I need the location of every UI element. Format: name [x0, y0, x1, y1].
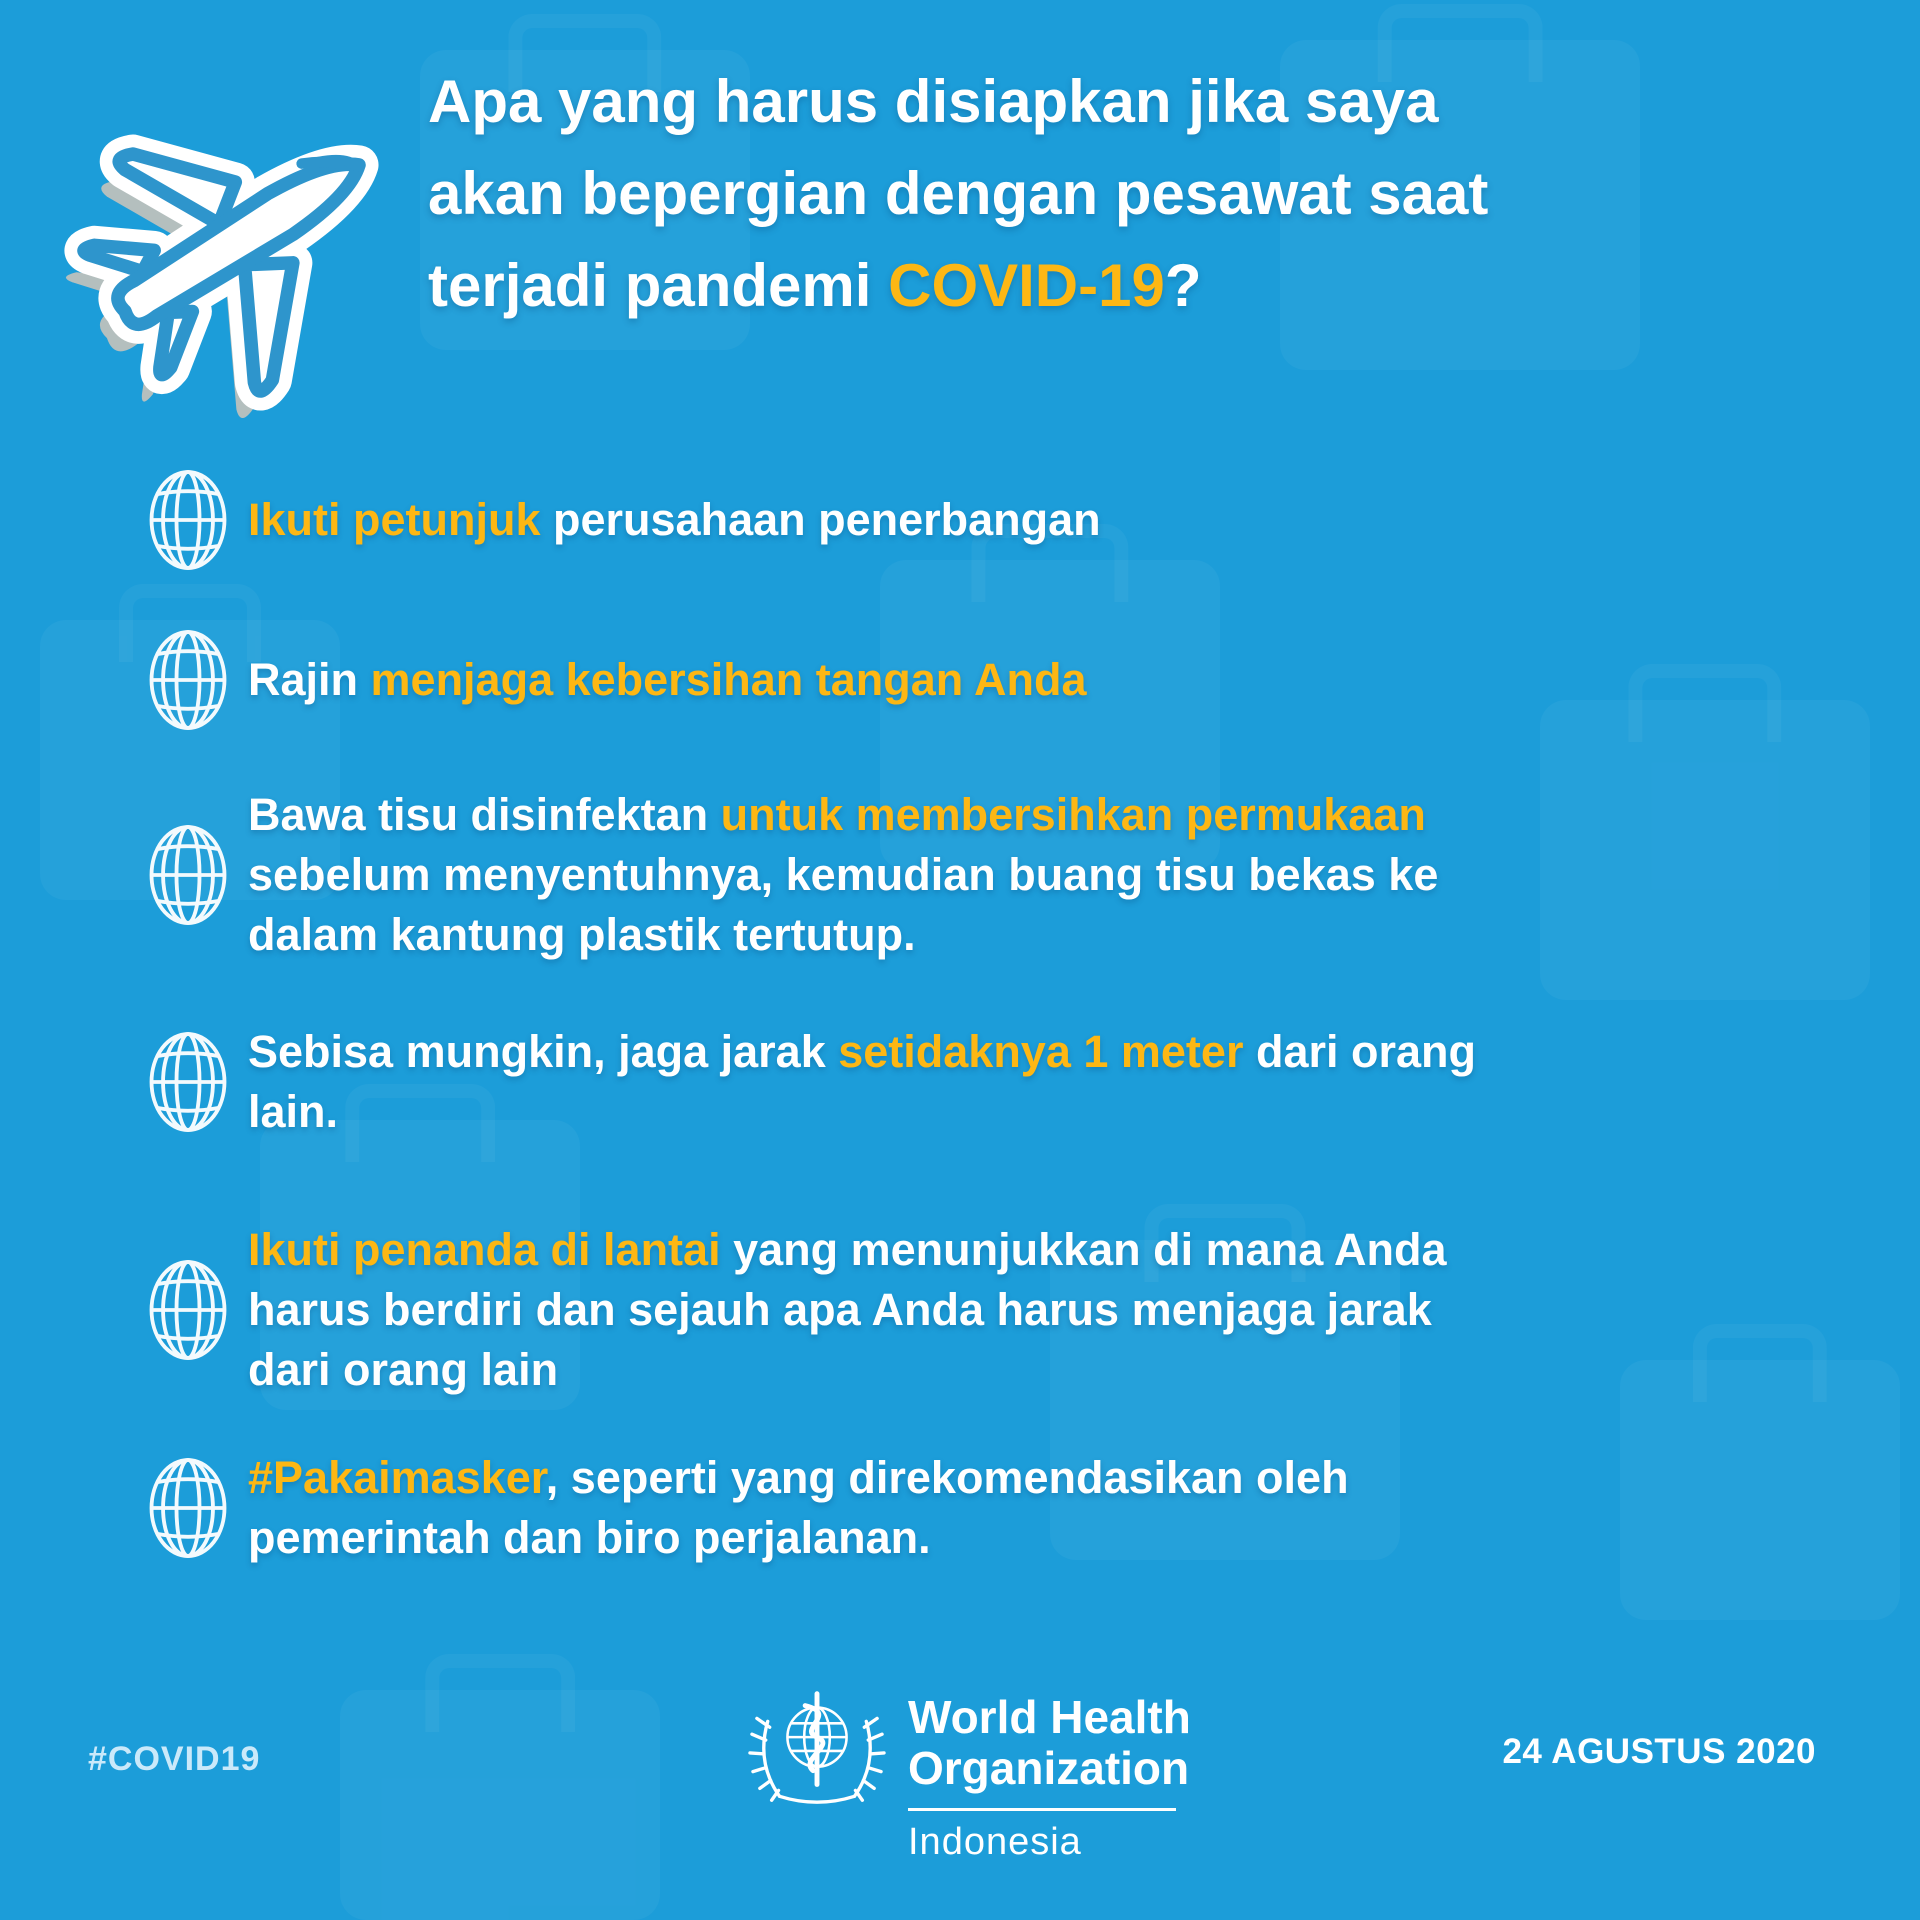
- text-line: [428, 148, 1608, 240]
- bullet-text: [248, 650, 1087, 710]
- text-segment: , seperti yang direkomendasikan oleh: [545, 1452, 1349, 1503]
- text-line: [248, 1448, 1349, 1508]
- highlighted-text: Ikuti penanda di lantai: [248, 1224, 734, 1275]
- highlighted-text: setidaknya 1 meter: [838, 1026, 1244, 1077]
- globe-icon: [140, 621, 240, 739]
- bullet-item: [140, 1448, 1860, 1568]
- bullet-text: [248, 1220, 1447, 1400]
- airplane-icon-svg: [62, 58, 422, 418]
- text-segment: pemerintah dan biro perjalanan.: [248, 1512, 931, 1563]
- globe-icon: [140, 816, 240, 934]
- text-segment: Sebisa mungkin, jaga jarak: [248, 1026, 839, 1077]
- text-segment: Apa yang harus disiapkan jika saya: [428, 68, 1439, 135]
- bullet-text: [248, 1022, 1476, 1142]
- text-line: [248, 845, 1438, 905]
- globe-icon: [140, 461, 240, 579]
- text-line: [248, 1340, 1447, 1400]
- text-segment: akan bepergian dengan pesawat saat: [428, 160, 1489, 227]
- text-line: [248, 1280, 1447, 1340]
- text-line: [248, 1022, 1476, 1082]
- who-country: Indonesia: [908, 1821, 1082, 1863]
- text-segment: perusahaan penerbangan: [553, 494, 1101, 545]
- highlighted-text: menjaga kebersihan tangan Anda: [370, 654, 1087, 705]
- globe-icon: [140, 1023, 240, 1141]
- bullet-item: [140, 621, 1860, 739]
- text-line: [248, 905, 1438, 965]
- text-segment: terjadi pandemi: [428, 252, 889, 319]
- bullet-item: [140, 461, 1860, 579]
- who-name-line1: World Health: [908, 1691, 1191, 1743]
- text-segment: dari orang: [1243, 1026, 1477, 1077]
- airplane-icon: [62, 58, 422, 418]
- suitcase-pattern: [340, 1690, 660, 1920]
- text-line: [248, 490, 1101, 550]
- date-label: 24 AGUSTUS 2020: [1502, 1732, 1816, 1771]
- highlighted-text: untuk membersihkan permukaan: [720, 789, 1426, 840]
- who-divider: [908, 1808, 1176, 1811]
- page-title: [428, 56, 1608, 332]
- globe-icon: [140, 1449, 240, 1567]
- highlighted-text: Ikuti petunjuk: [248, 494, 554, 545]
- bullet-text: [248, 785, 1438, 965]
- text-line: [248, 1082, 1476, 1142]
- text-segment: Rajin: [248, 654, 371, 705]
- who-emblem-icon: [748, 1678, 886, 1816]
- text-segment: dalam kantung plastik tertutup.: [248, 909, 916, 960]
- highlighted-text: COVID-19: [888, 252, 1165, 319]
- text-segment: ?: [1164, 252, 1202, 319]
- text-line: [248, 650, 1087, 710]
- who-wordmark: [908, 1678, 1191, 1864]
- text-segment: sebelum menyentuhnya, kemudian buang tisu bekas ke: [248, 849, 1439, 900]
- globe-icon: [140, 1251, 240, 1369]
- text-line: [428, 240, 1608, 332]
- text-line: [248, 1220, 1447, 1280]
- text-segment: Bawa tisu disinfektan: [248, 789, 721, 840]
- highlighted-text: #Pakaimasker: [248, 1452, 546, 1503]
- text-line: [248, 1508, 1349, 1568]
- text-line: [428, 56, 1608, 148]
- bullet-item: [140, 1220, 1860, 1400]
- who-name-line2: Organization: [908, 1742, 1190, 1794]
- who-logo: [748, 1678, 1191, 1864]
- bullet-text: [248, 490, 1101, 550]
- text-segment: yang menunjukkan di mana Anda: [733, 1224, 1447, 1275]
- text-segment: lain.: [248, 1086, 339, 1137]
- text-segment: dari orang lain: [248, 1344, 559, 1395]
- text-segment: harus berdiri dan sejauh apa Anda harus menjaga jarak: [248, 1284, 1432, 1335]
- text-line: [248, 785, 1438, 845]
- bullet-item: [140, 785, 1860, 965]
- covid-hashtag: #COVID19: [88, 1740, 261, 1778]
- bullet-text: [248, 1448, 1349, 1568]
- bullet-item: [140, 1022, 1860, 1142]
